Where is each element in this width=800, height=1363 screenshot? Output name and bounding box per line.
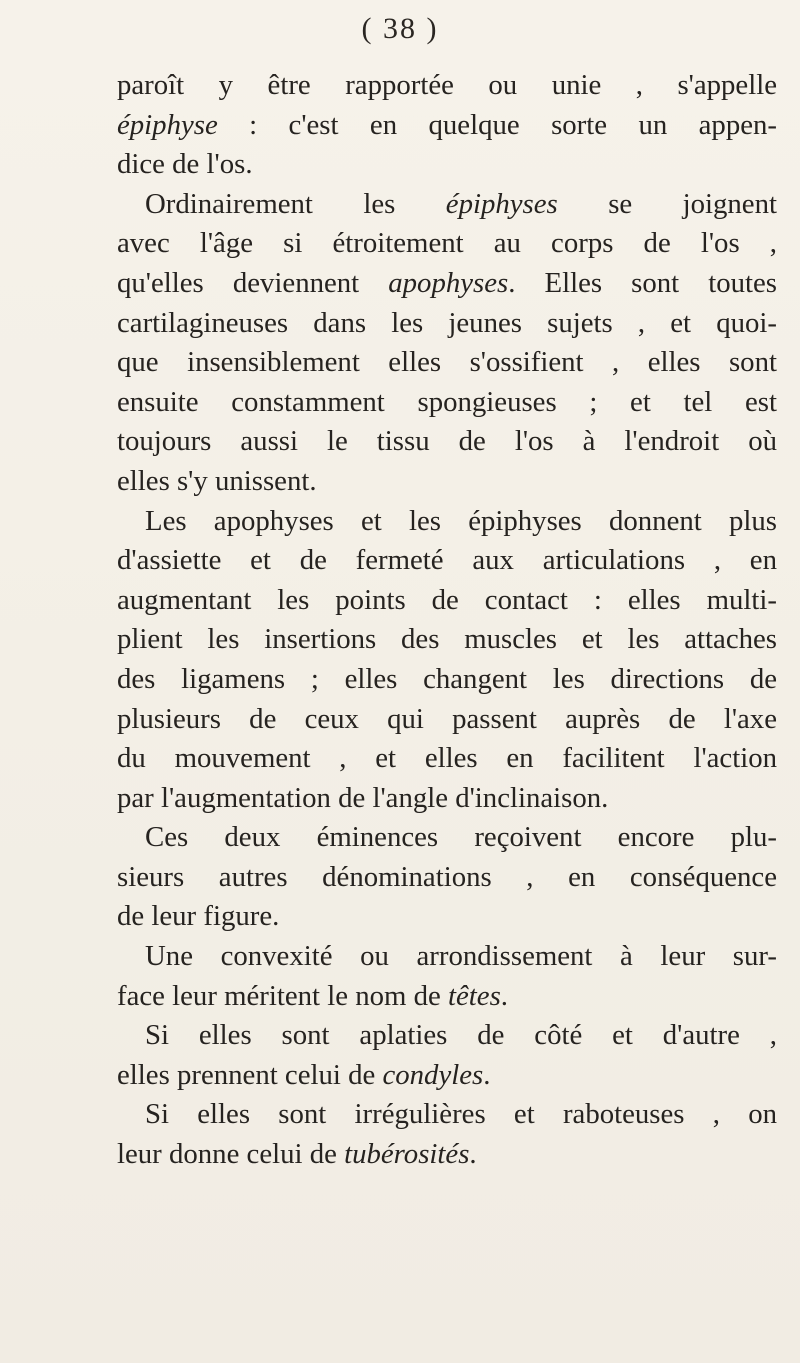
text-line: du mouvement , et elles en facilitent l'action [117,742,777,775]
text-line: qu'elles deviennent apophyses. Elles sont toutes [117,266,778,299]
text-line: elles prennent celui de condyles. [117,1058,491,1091]
term-tetes: têtes [448,979,501,1012]
term-apophyses: apophyses [388,266,509,299]
text-line: elles s'y unissent. [117,464,317,497]
text-line: par l'augmentation de l'angle d'inclinaison. [117,781,609,814]
text-line: d'assiette et de fermeté aux articulations , en [117,544,777,577]
text-line: que insensiblement elles s'ossifient , elles sont [117,346,777,379]
text-line: ensuite constamment spongieuses ; et tel est [117,385,777,418]
page-number: ( 38 ) [361,12,439,45]
text-line: sieurs autres dénominations , en conséquence [117,860,777,893]
text-line: Si elles sont aplaties de côté et d'autre , [145,1019,777,1052]
text-line: dice de l'os. [117,148,253,181]
term-epiphyse: épiphyse [117,108,218,141]
text-line: leur donne celui de tubérosités. [117,1138,477,1171]
body-text [117,66,777,1175]
text-line: Une convexité ou arrondissement à leur sur- [145,940,777,973]
text-line: cartilagineuses dans les jeunes sujets , et quoi- [117,306,777,339]
text-line: Ces deux éminences reçoivent encore plu- [145,821,777,854]
term-tuberosites: tubérosités [344,1138,470,1171]
text-line: plusieurs de ceux qui passent auprès de l'axe [117,702,777,735]
text-line: Si elles sont irrégulières et raboteuses , on [145,1098,777,1131]
term-condyles: condyles [382,1058,484,1091]
text-line: augmentant les points de contact : elles multi- [117,583,777,616]
text-line: épiphyse : c'est en quelque sorte un appen- [117,108,777,141]
text-line: de leur figure. [117,900,280,933]
text-line: face leur méritent le nom de têtes. [117,979,508,1012]
text-line: paroît y être rapportée ou unie , s'appelle [117,69,777,101]
text-line: des ligamens ; elles changent les directions de [117,662,777,695]
term-epiphyses: épiphyses [445,187,558,220]
text-line: toujours aussi le tissu de l'os à l'endroit où [117,425,777,458]
text-line: avec l'âge si étroitement au corps de l'os , [117,227,777,260]
text-line: plient les insertions des muscles et les attaches [117,623,777,656]
text-line: Les apophyses et les épiphyses donnent plus [145,504,777,537]
text-line: Ordinairement les épiphyses se joignent [145,187,777,220]
